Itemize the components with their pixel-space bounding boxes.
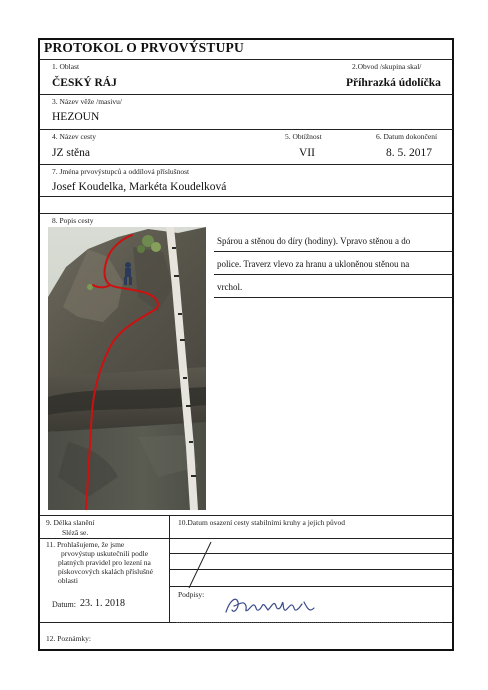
oblast-label: 1. Oblast (52, 62, 80, 71)
prvovystupci-label: 7. Jména prvovýstupců a oddílová příslušnost (52, 167, 190, 176)
desc-line (214, 297, 453, 298)
oblast-value: ČESKÝ RÁJ (52, 77, 117, 89)
obtiznost-label: 5. Obtížnost (285, 132, 322, 141)
signature-line (176, 622, 442, 623)
divider (39, 129, 453, 130)
vez-value: HEZOUN (52, 111, 100, 123)
prvovystupci-value: Josef Koudelka, Markéta Koudelková (52, 181, 227, 193)
datum-dokonceni-value: 8. 5. 2017 (386, 147, 432, 159)
popis-label: 8. Popis cesty (52, 216, 94, 225)
podpisy-label: Podpisy: (178, 590, 205, 599)
cesta-value: JZ stěna (52, 147, 91, 159)
prohlaseni-line-2: prvovýstup uskutečnili podle (61, 549, 149, 558)
route-photo (48, 227, 206, 510)
datum-value: 23. 1. 2018 (80, 598, 125, 609)
divider (39, 59, 453, 60)
signature-icon (222, 592, 322, 620)
divider (39, 164, 453, 165)
strike-mark (185, 540, 215, 590)
page-title: PROTOKOL O PRVOVÝSTUPU (44, 40, 244, 55)
vez-label: 3. Název věže /masivu/ (52, 97, 122, 106)
prohlaseni-line-3: platných pravidel pro lezení na (58, 558, 151, 567)
divider (39, 515, 453, 516)
desc-line (214, 274, 453, 275)
divider (39, 213, 453, 214)
osazeni-label: 10.Datum osazení cesty stabilními kruhy a jejich původ (178, 518, 346, 527)
poznamky-label: 12. Poznámky: (46, 634, 91, 643)
obvod-label: 2.Obvod /skupina skal/ (352, 62, 422, 71)
popis-line-2: police. Traverz vlevo za hranu a ukloněnou stěnou na (217, 259, 410, 269)
prohlaseni-line-4: pískovcových skalách příslušné (58, 567, 153, 576)
popis-line-3: vrchol. (217, 282, 243, 292)
divider (39, 94, 453, 95)
prohlaseni-line-1: 11. Prohlašujeme, že jsme (46, 540, 125, 549)
obtiznost-value: VII (299, 147, 315, 159)
obvod-value: Příhrazká údolíčka (346, 77, 441, 89)
cesta-label: 4. Název cesty (52, 132, 96, 141)
slaneni-label: 9. Délka slanění (46, 518, 95, 527)
slaneni-value: Sléză se. (62, 528, 89, 537)
popis-line-1: Spárou a stěnou do díry (hodiny). Vpravo stěnou a do (217, 236, 411, 246)
divider (39, 538, 453, 539)
desc-line (214, 251, 453, 252)
divider (39, 196, 453, 197)
datum-label: Datum: (52, 600, 76, 609)
datum-dokonceni-label: 6. Datum dokončení (376, 132, 438, 141)
prohlaseni-line-5: oblasti (58, 576, 78, 585)
